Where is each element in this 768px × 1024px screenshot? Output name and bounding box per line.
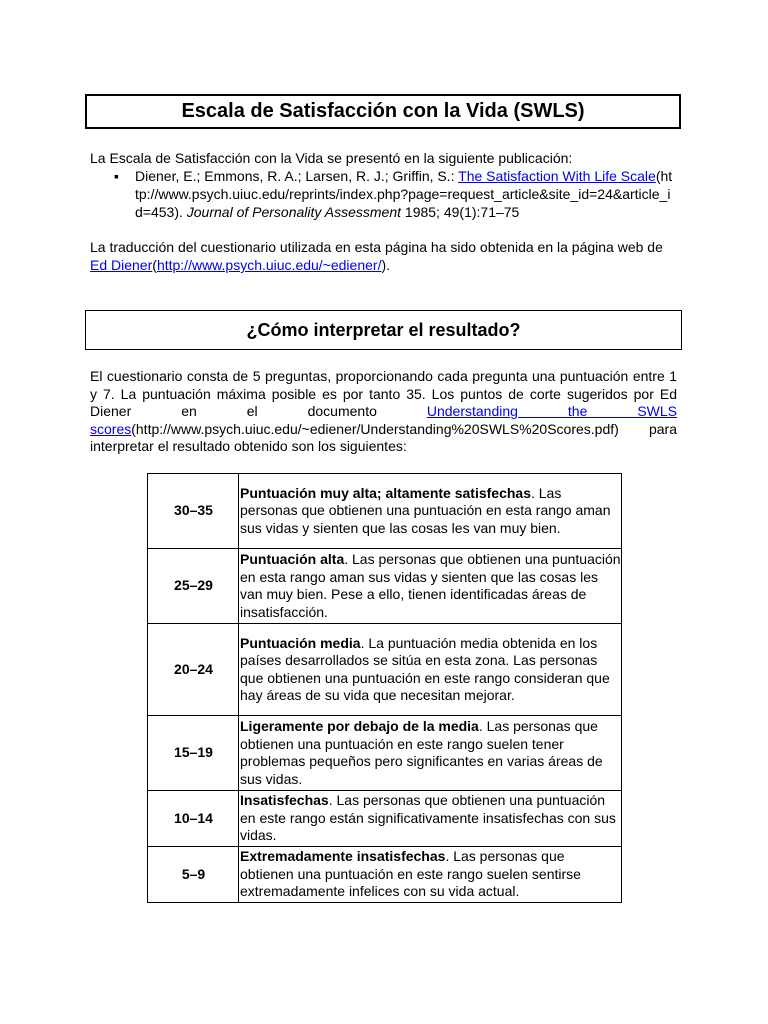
score-desc: . Las personas que obtienen una puntuación en este rango suelen sentirse extremadamente infelices con su vida actual. bbox=[240, 848, 581, 900]
score-desc: . Las personas que obtienen una puntuación en este rango suelen tener problemas pequeños pero significantes en varias áreas de sus vidas. bbox=[240, 718, 603, 787]
title-box bbox=[85, 94, 681, 129]
score-description bbox=[239, 791, 622, 847]
score-desc: . La puntuación media obtenida en los países desarrollados se sitúa en esta zona. Las personas que obtienen una puntuación en este rango consideran que hay áreas de su vida que necesitan mejorar. bbox=[240, 634, 610, 703]
reference-url: (http://www.psych.uiuc.edu/reprints/index.php?page=request_article&site_id=24&article_id=453). bbox=[135, 168, 673, 220]
paren-close: ). bbox=[381, 257, 391, 273]
score-desc: . Las personas que obtienen una puntuación en este rango están significativamente insatisfechas con sus vidas. bbox=[240, 792, 616, 844]
score-description bbox=[239, 549, 622, 624]
score-range: 30–35 bbox=[148, 474, 239, 549]
score-description bbox=[239, 847, 622, 903]
reference-journal: Journal of Personality Assessment bbox=[186, 204, 402, 220]
score-label: Extremadamente insatisfechas bbox=[240, 848, 446, 865]
score-desc: . Las personas que obtienen una puntuación en esta rango aman sus vidas y sienten que las cosas les van muy bien. Pese a ello, tienen identificadas áreas de insatisfacción. bbox=[240, 551, 621, 620]
reference-link[interactable]: The Satisfaction With Life Scale bbox=[458, 168, 656, 184]
score-label: Puntuación alta bbox=[240, 551, 345, 567]
understanding-scores-link[interactable]: Understanding the SWLS scores bbox=[90, 403, 677, 437]
score-description bbox=[239, 716, 622, 791]
score-label: Puntuación media bbox=[240, 634, 361, 651]
score-label: Ligeramente por debajo de la media bbox=[240, 718, 479, 734]
table-row bbox=[148, 716, 622, 791]
score-label: Puntuación muy alta; altamente satisfechas bbox=[240, 484, 531, 501]
interpretation-text: El cuestionario consta de 5 preguntas, proporcionando cada pregunta una puntuación entre 1 y 7. La puntuación máxima posible es por tanto 35. Los puntos de corte sugeridos por Ed Diener en el documento bbox=[90, 368, 677, 419]
table-row bbox=[148, 474, 622, 549]
reference-tail: 1985; 49(1):71–75 bbox=[401, 204, 520, 220]
ed-diener-url-link[interactable]: http://www.psych.uiuc.edu/~ediener/ bbox=[156, 257, 382, 273]
ed-diener-link[interactable]: Ed Diener bbox=[90, 257, 153, 273]
table-row bbox=[148, 847, 622, 903]
interpretation-paragraph bbox=[90, 368, 677, 456]
score-range: 5–9 bbox=[148, 847, 239, 903]
reference-text bbox=[135, 167, 675, 221]
bullet-icon: ▪ bbox=[114, 168, 119, 184]
interpretation-tail: (http://www.psych.uiuc.edu/~ediener/Understanding%20SWLS%20Scores.pdf) para interpretar el resultado obtenido son los siguientes: bbox=[90, 420, 677, 454]
page-title: Escala de Satisfacción con la Vida (SWLS) bbox=[181, 100, 585, 122]
score-range: 20–24 bbox=[148, 624, 239, 716]
score-description bbox=[239, 624, 622, 716]
scores-table bbox=[147, 473, 622, 903]
table-row bbox=[148, 624, 622, 716]
score-range: 15–19 bbox=[148, 716, 239, 791]
reference-authors: Diener, E.; Emmons, R. A.; Larsen, R. J.; Griffin, S.: bbox=[135, 168, 459, 184]
paren-open: ( bbox=[152, 257, 157, 273]
score-description bbox=[239, 474, 622, 549]
table-row bbox=[148, 791, 622, 847]
intro-text: La Escala de Satisfacción con la Vida se presentó en la siguiente publicación: bbox=[90, 150, 573, 166]
score-range: 10–14 bbox=[148, 791, 239, 847]
translation-text: La traducción del cuestionario utilizada en esta página ha sido obtenida en la página web de bbox=[90, 239, 663, 255]
score-desc: . Las personas que obtienen una puntuación en esta rango aman sus vidas y sienten que las cosas les van muy bien. bbox=[240, 484, 611, 536]
section-box bbox=[85, 310, 682, 350]
section-heading: ¿Cómo interpretar el resultado? bbox=[246, 319, 521, 340]
table-row bbox=[148, 549, 622, 624]
translation-paragraph bbox=[90, 238, 670, 274]
score-label: Insatisfechas bbox=[240, 792, 329, 809]
score-range: 25–29 bbox=[148, 549, 239, 624]
